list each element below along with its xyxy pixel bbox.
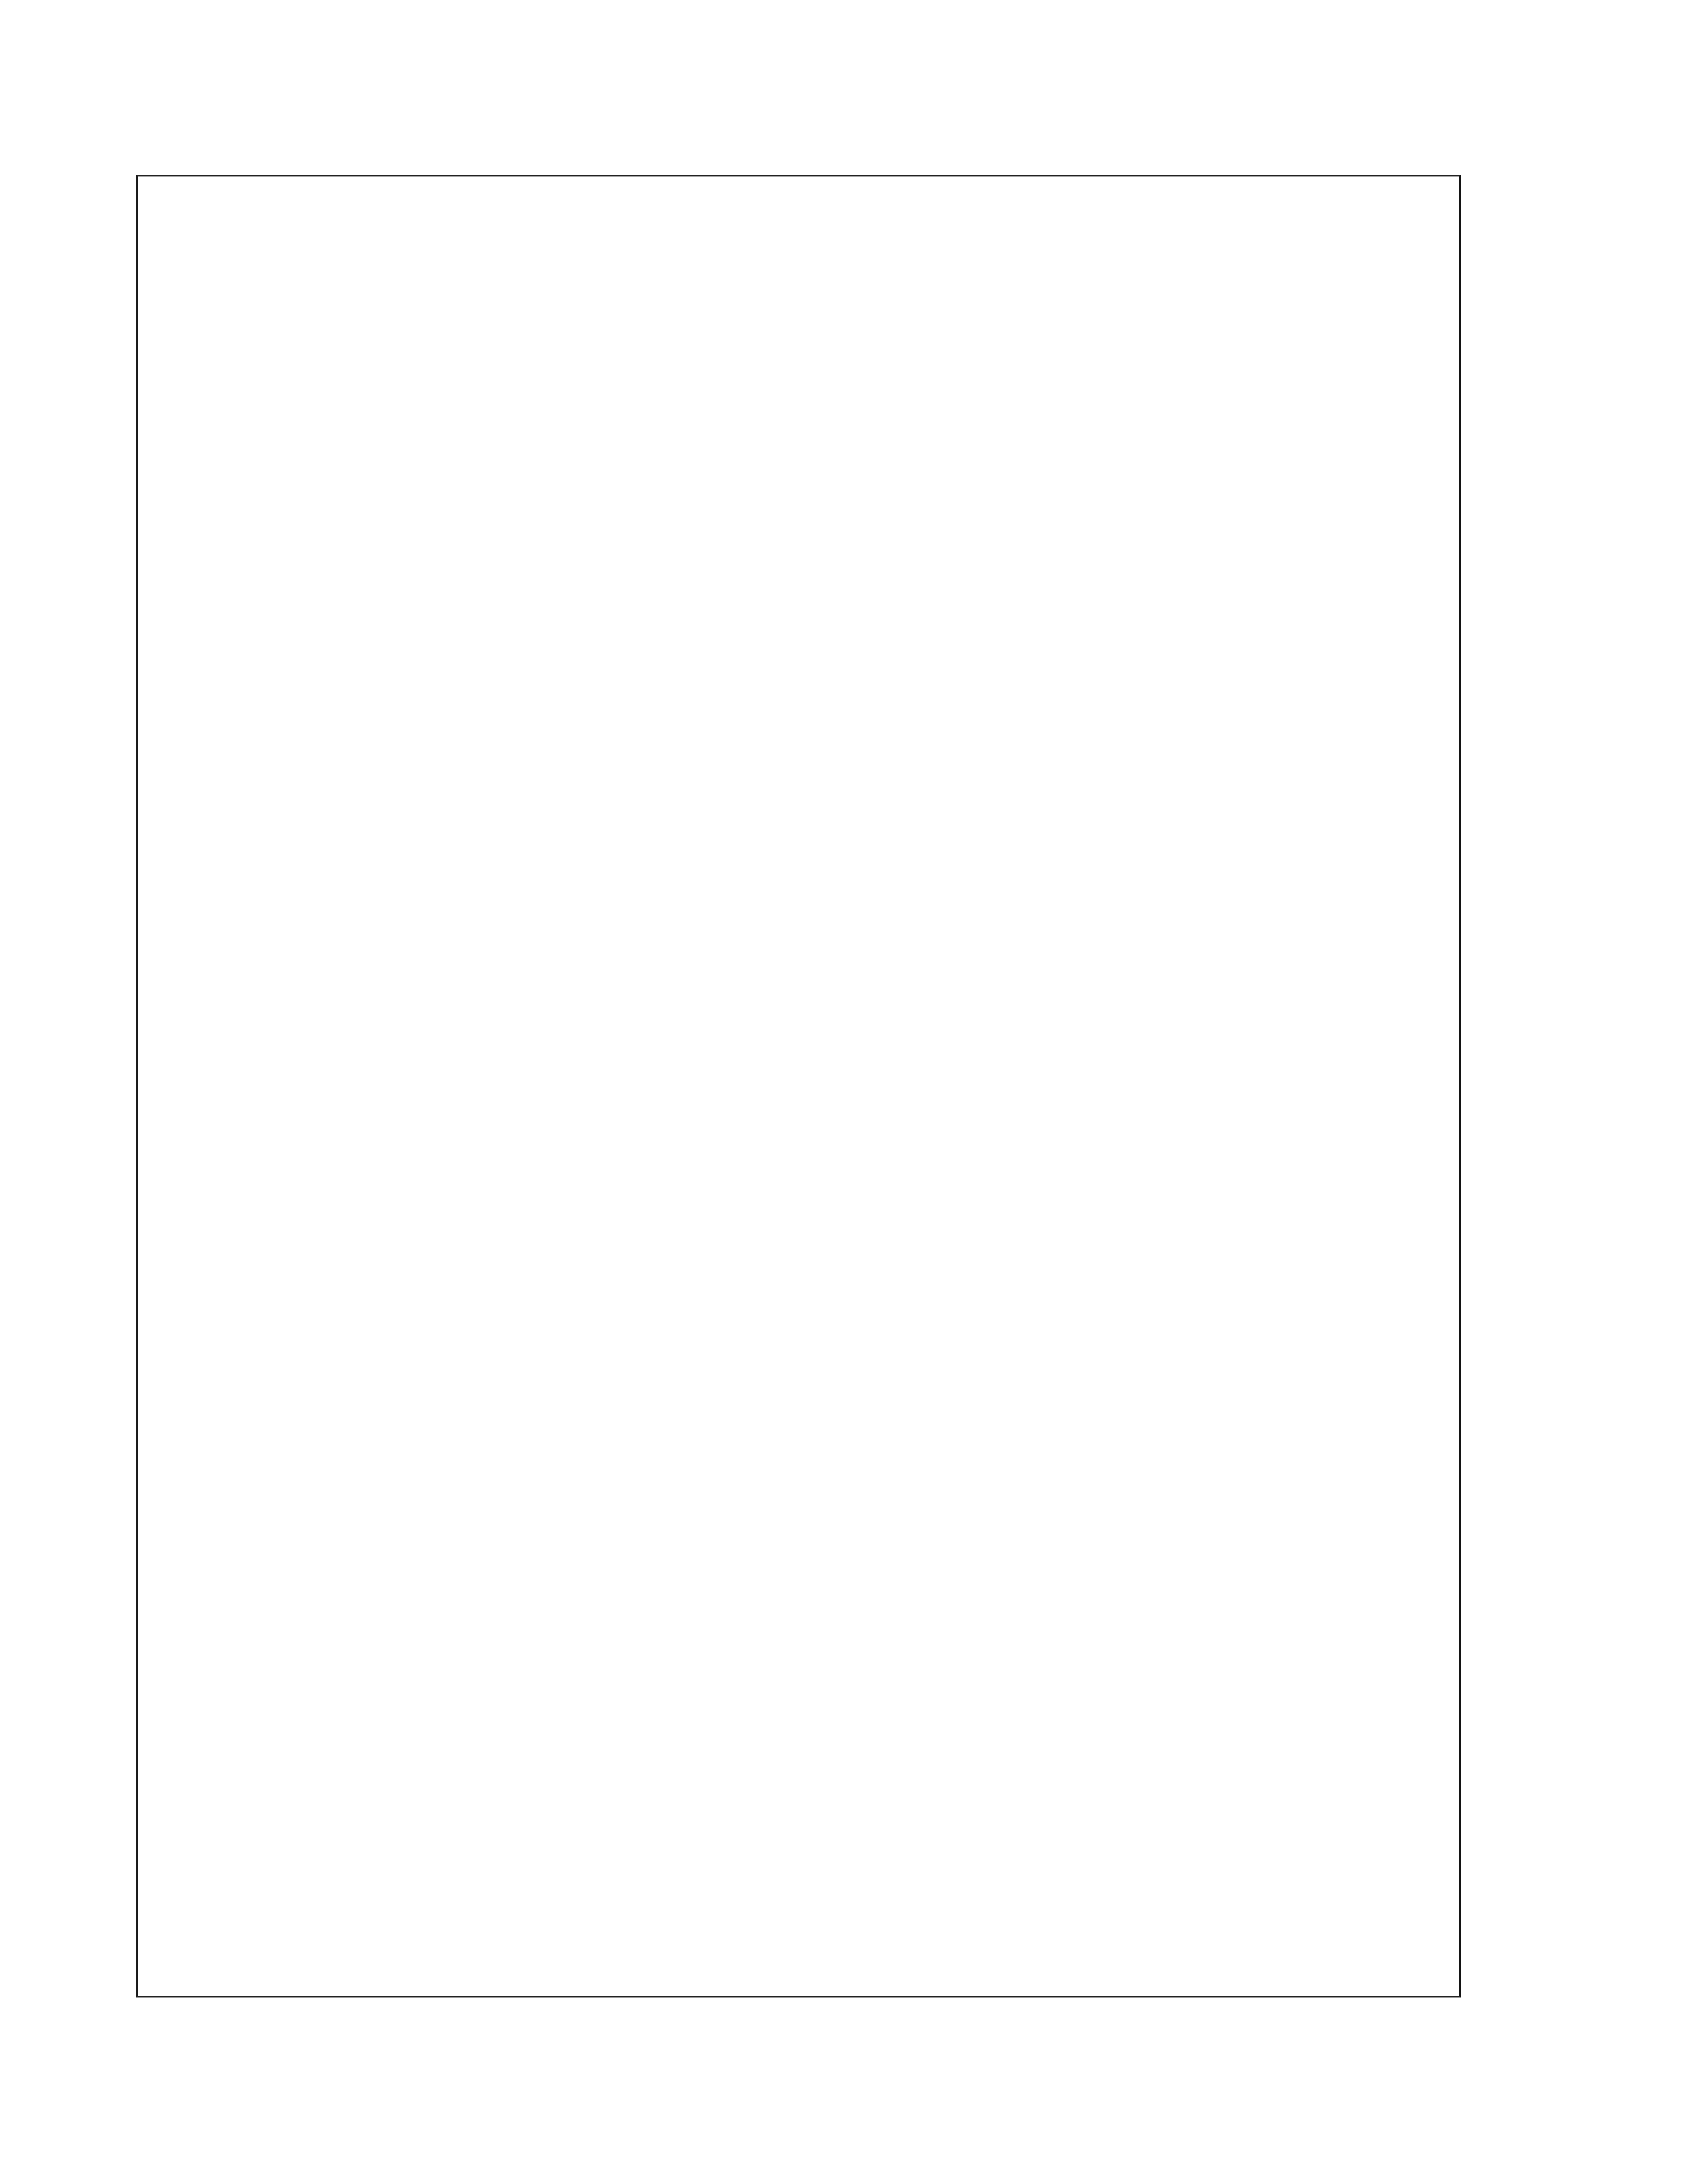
table-frame	[136, 175, 1461, 1997]
